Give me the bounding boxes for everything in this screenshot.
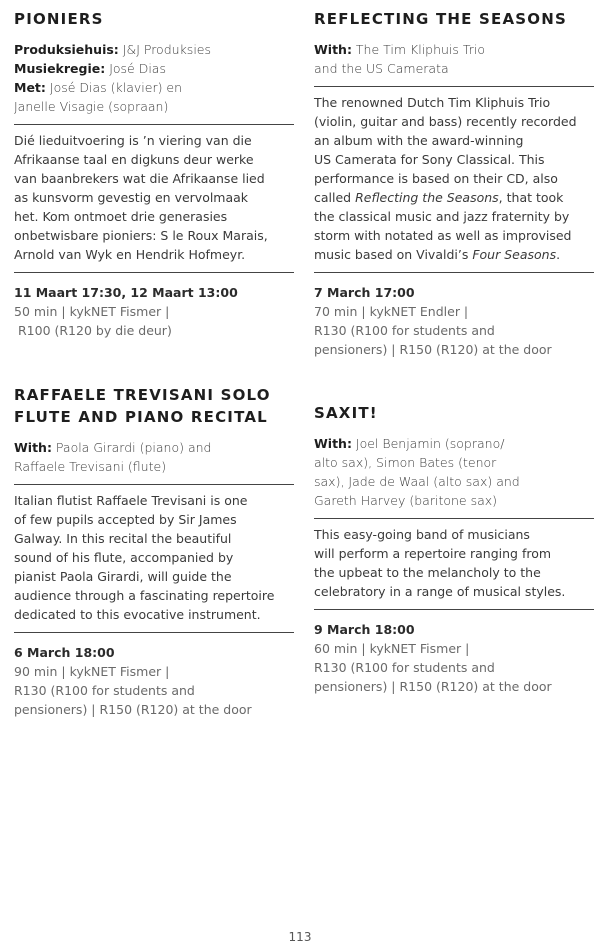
description-line [314, 188, 594, 207]
event-credits [14, 40, 294, 116]
credit-line: alto sax), Simon Bates (tenor [314, 455, 497, 470]
description-line [314, 207, 594, 226]
credit-line: With: Joel Benjamin (soprano/ [314, 436, 505, 451]
event-date: 6 March 18:00 [14, 645, 115, 660]
event-credits [14, 438, 294, 476]
description-line [314, 112, 594, 131]
credit-line: and the US Camerata [314, 61, 449, 76]
credit-line: Met: José Dias (klavier) en [14, 80, 183, 95]
event-credits [314, 434, 594, 510]
event-title: RAFFAELE TREVISANI SOLO FLUTE AND PIANO RECITAL [14, 386, 271, 426]
description-text: , that took [498, 190, 564, 205]
description-text: The renowned Dutch Tim Kliphuis Trio [314, 95, 551, 110]
description-line [314, 169, 594, 188]
credit-line: Janelle Visagie (sopraan) [14, 99, 169, 114]
description-line [314, 245, 594, 264]
event-date: 11 Maart 17:30, 12 Maart 13:00 [14, 285, 238, 300]
event-title: PIONIERS [14, 10, 104, 28]
divider [14, 484, 294, 485]
event-venue: 70 min | kykNET Endler | R130 (R100 for students and pensioners) | R150 (R120) at the door [314, 304, 552, 357]
description-text: called [314, 190, 356, 205]
description-line [314, 226, 594, 245]
event-description: Dié lieduitvoering is ’n viering van die Afrikaanse taal en digkuns deur werke van baanbrekers wat die Afrikaanse lied as kunsvorm gevestig en vervolmaak het. Kom ontmoet drie generasies onbetwisbare pioniers: S le Roux Marais, Arnold van Wyk en Hendrik Hofmeyr. [14, 133, 268, 262]
description-text: the classical music and jazz fraternity by [314, 209, 570, 224]
description-text: an album with the award-winning [314, 133, 524, 148]
credit-line: sax), Jade de Waal (alto sax) and [314, 474, 520, 489]
event-venue: 50 min | kykNET Fismer | R100 (R120 by die deur) [14, 304, 172, 338]
event-title: REFLECTING THE SEASONS [314, 10, 567, 28]
credit-line: Musiekregie: José Dias [14, 61, 166, 76]
description-text: (violin, guitar and bass) recently recorded [314, 114, 577, 129]
event-description: This easy-going band of musicians will perform a repertoire ranging from the upbeat to the melancholy to the celebratory in a range of musical styles. [314, 527, 566, 599]
credit-line: Gareth Harvey (baritone sax) [314, 493, 498, 508]
italic-title: Four Seasons [472, 247, 557, 262]
divider [314, 86, 594, 87]
description-text: performance is based on their CD, also [314, 171, 558, 186]
event-reflecting-the-seasons [314, 8, 594, 359]
credit-line: With: The Tim Kliphuis Trio [314, 42, 485, 57]
event-date: 9 March 18:00 [314, 622, 415, 637]
divider [314, 272, 594, 273]
event-venue: 90 min | kykNET Fismer | R130 (R100 for students and pensioners) | R150 (R120) at the door [14, 664, 252, 717]
description-text: US Camerata for Sony Classical. This [314, 152, 545, 167]
event-trevisani [14, 384, 294, 719]
description-line [314, 150, 594, 169]
credit-line: Produksiehuis: J&J Produksies [14, 42, 211, 57]
event-credits [314, 40, 594, 78]
event-date: 7 March 17:00 [314, 285, 415, 300]
divider [314, 518, 594, 519]
description-line [314, 93, 594, 112]
event-description [314, 93, 594, 264]
divider [14, 124, 294, 125]
page-number: 113 [288, 930, 312, 944]
description-text: music based on Vivaldi’s [314, 247, 473, 262]
description-text: storm with notated as well as improvised [314, 228, 572, 243]
event-title: SAXIT! [314, 404, 378, 422]
description-line [314, 131, 594, 150]
italic-title: Reflecting the Seasons [355, 190, 499, 205]
divider [14, 272, 294, 273]
credit-line: With: Paola Girardi (piano) and [14, 440, 212, 455]
divider [14, 632, 294, 633]
description-text: . [556, 247, 561, 262]
event-pioniers [14, 8, 294, 340]
event-description: Italian flutist Raffaele Trevisani is one of few pupils accepted by Sir James Galway. In this recital the beautiful sound of his flute, accompanied by pianist Paola Girardi, will guide the audience through a fascinating repertoire dedicated to this evocative instrument. [14, 493, 275, 622]
credit-line: Raffaele Trevisani (flute) [14, 459, 167, 474]
event-venue: 60 min | kykNET Fismer | R130 (R100 for students and pensioners) | R150 (R120) at the door [314, 641, 552, 694]
event-saxit [314, 402, 594, 696]
divider [314, 609, 594, 610]
